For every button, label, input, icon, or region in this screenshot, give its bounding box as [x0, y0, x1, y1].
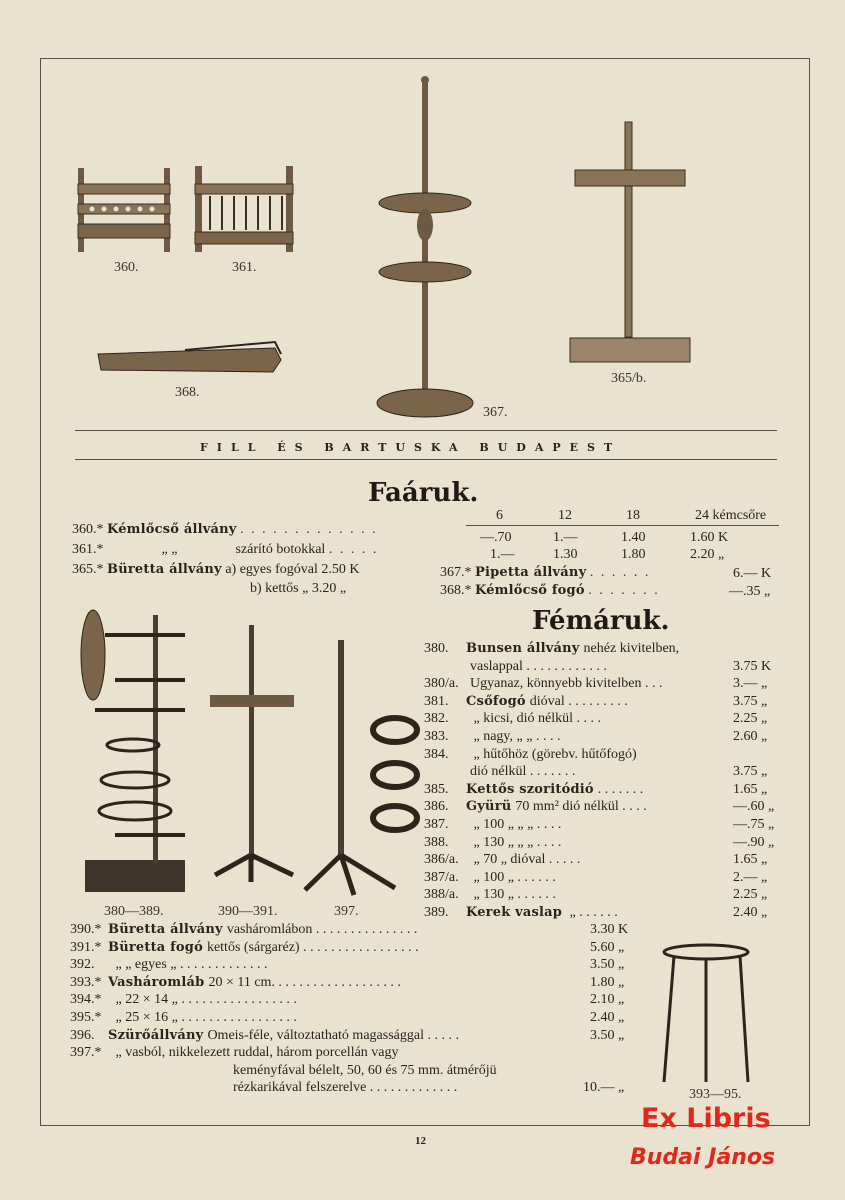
item-desc: „ . . . . . . — [566, 905, 618, 920]
figure-label-380-389: 380—389. — [104, 904, 164, 919]
item-number: 392. — [70, 957, 95, 972]
item-desc: „ 100 „ . . . . . . — [470, 870, 556, 885]
price-cell: 5.60 „ — [590, 940, 625, 955]
item-number: 383. — [424, 729, 449, 744]
list-item — [70, 940, 419, 956]
test-tube-rack-361-illustration — [190, 162, 300, 257]
iron-tripod-393-95-illustration — [660, 942, 755, 1087]
item-desc: „ hűtőhöz (görebv. hűtőfogó) — [470, 747, 637, 762]
list-item — [424, 764, 575, 780]
item-name: Csőfogó — [466, 694, 526, 709]
price-cell: 2.20 „ — [690, 547, 725, 562]
list-item — [72, 562, 359, 578]
list-item — [70, 957, 268, 973]
leader-dots: . . . . . — [328, 542, 379, 557]
item-name: Vasháromláb — [108, 975, 205, 990]
item-desc: 70 mm² dió nélkül . . . . — [515, 799, 647, 814]
list-item — [424, 711, 601, 727]
list-item — [70, 922, 417, 938]
price-cell: 6.— K — [733, 566, 772, 581]
price-cell: 2.— „ — [733, 870, 768, 885]
ditto-mark: „ „ — [161, 542, 178, 557]
faaruk-col-6: 6 — [496, 508, 503, 523]
leader-dots: . . . . . . . . . . . . . — [240, 522, 378, 537]
item-number: 365.* — [72, 562, 104, 577]
list-item — [70, 1045, 399, 1061]
list-item — [424, 905, 618, 921]
item-number: 360.* — [72, 522, 104, 537]
price-cell: 1.60 K — [690, 530, 729, 545]
list-item — [424, 729, 560, 745]
list-item — [424, 676, 662, 692]
list-item — [424, 799, 647, 815]
list-item — [70, 992, 297, 1008]
test-tube-rack-360-illustration — [70, 162, 180, 257]
item-desc: „ kicsi, dió nélkül . . . . — [470, 711, 602, 726]
faaruk-col-12: 12 — [558, 508, 572, 523]
item-number: 396. — [70, 1028, 95, 1043]
list-item — [424, 641, 679, 657]
faaruk-heading: Faáruk. — [368, 478, 479, 508]
item-number: 394.* — [70, 992, 102, 1007]
frame-right — [809, 58, 810, 1126]
ex-libris-stamp-owner: Budai János — [630, 1145, 776, 1170]
item-number: 393.* — [70, 975, 102, 990]
price-cell: 1.65 „ — [733, 782, 768, 797]
price-cell: 1.65 „ — [733, 852, 768, 867]
figure-label-360: 360. — [114, 260, 139, 275]
price-cell: 2.60 „ — [733, 729, 768, 744]
faaruk-header-rule — [466, 525, 779, 526]
list-item — [424, 852, 580, 868]
item-name: Büretta állvány — [107, 562, 222, 577]
item-number: 386/a. — [424, 852, 459, 867]
frame-left — [40, 58, 41, 1126]
leader-dots: . . . . . . — [589, 565, 651, 580]
item-desc: rézkarikával felszerelve . . . . . . . . . . . . . — [233, 1080, 458, 1095]
item-number: 361.* — [72, 542, 104, 557]
figure-label-368: 368. — [175, 385, 200, 400]
list-item — [424, 817, 561, 833]
item-desc: szárító botokkal — [235, 542, 326, 557]
item-number: 388/a. — [424, 887, 459, 902]
item-name: Kerek vaslap — [466, 905, 563, 920]
price-cell: 1.30 — [553, 547, 578, 562]
item-name: Kémlőcső fogó — [475, 583, 585, 598]
item-number: 390.* — [70, 922, 102, 937]
figure-label-365b: 365/b. — [611, 371, 647, 386]
item-number: 368.* — [440, 583, 472, 598]
item-desc: „ 22 × 14 „ . . . . . . . . . . . . . . . . . — [112, 992, 297, 1007]
item-number: 386. — [424, 799, 449, 814]
item-number: 395.* — [70, 1010, 102, 1025]
item-name: Kémlőcső állvány — [107, 522, 237, 537]
item-number: 385. — [424, 782, 449, 797]
item-number: 380. — [424, 641, 449, 656]
item-desc: kettős (sárgaréz) . . . . . . . . . . . . . . . . . — [206, 940, 419, 955]
item-option-b: b) kettős „ 3.20 „ — [250, 581, 347, 596]
leader-dots: . . . . . . . — [588, 583, 660, 598]
item-desc: Ugyanaz, könnyebb kivitelben . . . — [470, 676, 663, 691]
item-desc: . . . . . . . — [597, 782, 644, 797]
price-cell: 1.40 — [621, 530, 646, 545]
item-desc: vasháromlábon . . . . . . . . . . . . . . . — [226, 922, 418, 937]
list-item — [424, 782, 643, 798]
ex-libris-stamp-title: Ex Libris — [641, 1103, 771, 1134]
list-item — [70, 1010, 297, 1026]
femaruk-heading: Fémáruk. — [532, 606, 670, 636]
item-option-a: a) egyes fogóval 2.50 K — [225, 562, 360, 577]
item-desc: Omeis-féle, változtatható magassággal . . . . . — [207, 1028, 459, 1043]
item-number: 389. — [424, 905, 449, 920]
list-item — [70, 1080, 457, 1096]
item-number: 367.* — [440, 565, 472, 580]
price-cell: 2.40 „ — [590, 1010, 625, 1025]
item-name: Gyürü — [466, 799, 512, 814]
item-name: Büretta fogó — [108, 940, 203, 955]
pipette-stand-367-illustration — [370, 75, 480, 425]
list-item — [440, 565, 650, 581]
price-cell: 1.— — [490, 547, 515, 562]
banner-rule-bottom — [75, 459, 777, 460]
item-desc: „ „ egyes „ . . . . . . . . . . . . . — [112, 957, 268, 972]
price-cell: 3.75 K — [733, 659, 772, 674]
bunsen-stand-380-389-illustration — [75, 605, 195, 900]
item-number: 380/a. — [424, 676, 459, 691]
price-cell: —.35 „ — [729, 584, 771, 599]
figure-label-367: 367. — [483, 405, 508, 420]
list-item — [424, 694, 628, 710]
figure-label-397: 397. — [334, 904, 359, 919]
price-cell: 3.50 „ — [590, 1028, 625, 1043]
price-cell: 10.— „ — [583, 1080, 625, 1095]
faaruk-col-24: 24 kémcsőre — [695, 508, 767, 523]
price-cell: 2.10 „ — [590, 992, 625, 1007]
item-number: 388. — [424, 835, 449, 850]
price-cell: 3.75 „ — [733, 694, 768, 709]
list-item — [440, 583, 660, 599]
item-name: Szürőállvány — [108, 1028, 204, 1043]
list-item — [424, 870, 556, 886]
item-desc: „ 130 „ „ „ . . . . — [470, 835, 562, 850]
item-desc: „ nagy, „ „ . . . . — [470, 729, 561, 744]
price-cell: 3.75 „ — [733, 764, 768, 779]
burette-stand-390-391-illustration — [205, 620, 305, 890]
figure-label-393-95: 393—95. — [689, 1087, 742, 1102]
list-item — [424, 747, 637, 763]
faaruk-col-18: 18 — [626, 508, 640, 523]
list-item — [424, 835, 561, 851]
test-tube-holder-368-illustration — [95, 340, 285, 380]
price-cell: 2.25 „ — [733, 711, 768, 726]
price-cell: 2.40 „ — [733, 905, 768, 920]
item-number: 391.* — [70, 940, 102, 955]
publisher-banner: FILL ÉS BARTUSKA BUDAPEST — [200, 441, 622, 454]
page-number: 12 — [415, 1135, 426, 1147]
list-item — [72, 522, 378, 538]
list-item — [70, 1063, 497, 1079]
item-name: Pipetta állvány — [475, 565, 587, 580]
item-name: Kettős szoritódió — [466, 782, 594, 797]
item-number: 381. — [424, 694, 449, 709]
price-cell: 3.— „ — [733, 676, 768, 691]
item-number: 382. — [424, 711, 449, 726]
price-cell: —.70 — [480, 530, 512, 545]
item-number: 387. — [424, 817, 449, 832]
price-cell: —.60 „ — [733, 799, 775, 814]
filter-stand-397-illustration — [300, 640, 425, 900]
item-desc: dió nélkül . . . . . . . — [470, 764, 576, 779]
item-desc: „ 25 × 16 „ . . . . . . . . . . . . . . . . . — [112, 1010, 297, 1025]
burette-stand-365b-illustration — [565, 120, 695, 370]
list-item — [424, 887, 556, 903]
price-cell: —.75 „ — [733, 817, 775, 832]
list-item — [72, 542, 378, 558]
item-desc: vaslappal . . . . . . . . . . . . — [470, 659, 607, 674]
list-item — [424, 659, 607, 675]
banner-rule-top — [75, 430, 777, 431]
item-name: Büretta állvány — [108, 922, 223, 937]
price-cell: 1.— — [553, 530, 578, 545]
item-desc: keményfával bélelt, 50, 60 és 75 mm. átmérőjü — [233, 1063, 497, 1078]
figure-label-390-391: 390—391. — [218, 904, 278, 919]
figure-label-361: 361. — [232, 260, 257, 275]
price-cell: 1.80 „ — [590, 975, 625, 990]
item-desc: „ 100 „ „ „ . . . . — [470, 817, 562, 832]
item-name: Bunsen állvány — [466, 641, 580, 656]
item-number: 384. — [424, 747, 449, 762]
item-number: 397.* — [70, 1045, 102, 1060]
item-desc: „ vasból, nikkelezett ruddal, három porcellán vagy — [112, 1045, 399, 1060]
price-cell: 1.80 — [621, 547, 646, 562]
list-item — [70, 1028, 459, 1044]
price-cell: 3.30 K — [590, 922, 629, 937]
item-desc: nehéz kivitelben, — [583, 641, 680, 656]
list-item — [70, 975, 401, 991]
item-desc: dióval . . . . . . . . . — [529, 694, 628, 709]
item-desc: „ 70 „ dióval . . . . . — [470, 852, 581, 867]
price-cell: 2.25 „ — [733, 887, 768, 902]
price-cell: 3.50 „ — [590, 957, 625, 972]
price-cell: —.90 „ — [733, 835, 775, 850]
item-desc: 20 × 11 cm. . . . . . . . . . . . . . . . . . . — [208, 975, 401, 990]
frame-top — [40, 58, 810, 59]
item-number: 387/a. — [424, 870, 459, 885]
item-desc: „ 130 „ . . . . . . — [470, 887, 556, 902]
